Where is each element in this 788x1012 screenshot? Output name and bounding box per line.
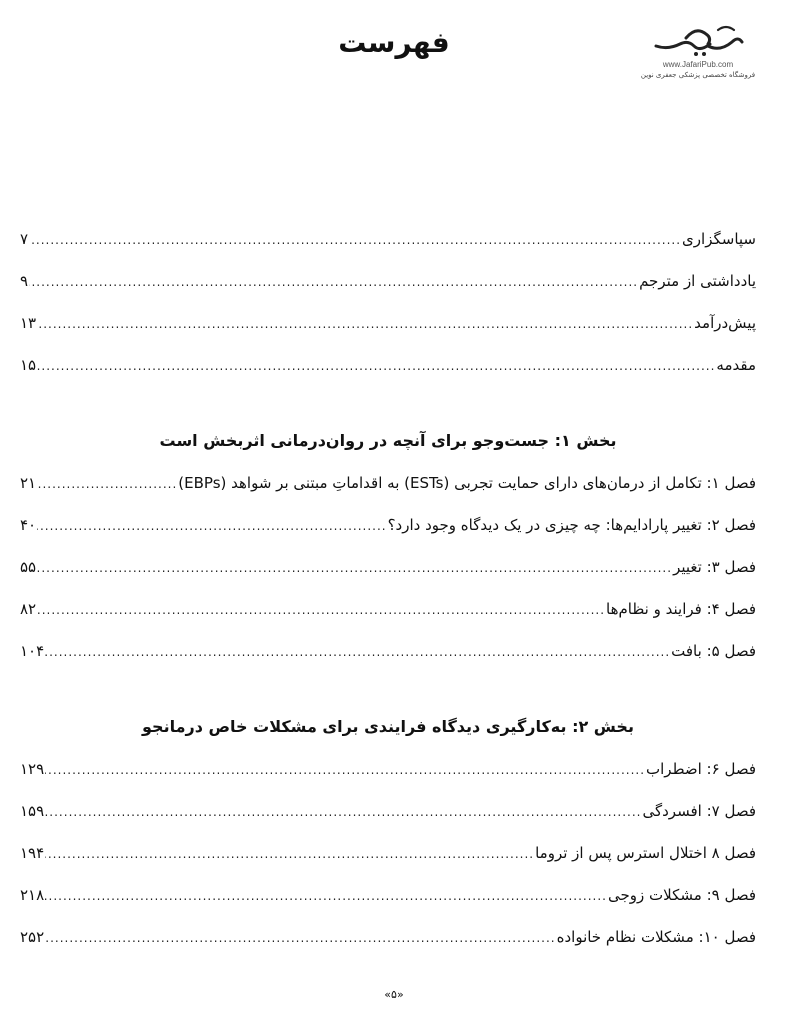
dot-leader [37,463,177,505]
dot-leader [37,303,693,345]
toc-page-number: ۱۰۴ [20,642,45,660]
toc-entry-label: فصل ۳: تغییر [673,558,756,576]
toc-page-number: ۵۵ [20,558,37,576]
dot-leader [45,833,534,875]
toc-page-number: ۱۵۹ [20,802,45,820]
toc-entry-label: سپاسگزاری [682,230,756,248]
toc-row [20,344,756,386]
toc-row [20,630,756,672]
dot-leader [29,261,638,303]
toc-entry-label: فصل ۴: فرایند و نظام‌ها [606,600,756,618]
toc-entry-label: مقدمه [716,356,756,374]
dot-leader [45,917,555,959]
toc-row [20,916,756,958]
logo-tagline: فروشگاه تخصصی پزشکی جعفری نوین [640,71,756,79]
part2-heading: بخش ۲: به‌کارگیری دیدگاه فرایندی برای مشکلات خاص درمانجو [142,717,634,736]
toc-page-number: ۴۰ [20,516,37,534]
dot-leader [45,749,645,791]
toc-entry-label: فصل ۶: اضطراب [646,760,756,778]
toc-row [20,302,756,344]
toc-entry-label: فصل ۵: بافت [671,642,756,660]
dot-leader [29,219,681,261]
toc-page-number: ۱۵ [20,356,37,374]
toc-entry-label: فصل ۷: افسردگی [642,802,756,820]
logo-url-text: www.JafariPub.com [662,60,734,69]
toc-entry-label: فصل ۸ اختلال استرس پس از تروما [535,844,756,862]
page-footer-number: «۵» [384,988,404,1001]
toc-entry-label: فصل ۱: تکامل از درمان‌های دارای حمایت تجربی (ESTs) به اقداماتِ مبتنی بر شواهد (EBPs) [178,474,756,492]
toc-entry-label: فصل ۲: تغییر پارادایم‌ها: چه چیزی در یک دیدگاه وجود دارد؟ [387,516,756,534]
toc-row [20,748,756,790]
toc-row [20,874,756,916]
toc-row [20,546,756,588]
toc-row [20,504,756,546]
dot-leader [45,791,641,833]
dot-leader [45,631,670,673]
part1-section [20,420,756,672]
toc-page-number: ۱۲۹ [20,760,45,778]
dot-leader [37,589,605,631]
toc-row [20,260,756,302]
toc-page-number: ۸۲ [20,600,37,618]
toc-row [20,832,756,874]
toc-entry-label: فصل ۱۰: مشکلات نظام خانواده [556,928,756,946]
toc-row [20,588,756,630]
toc-page-number: ۲۱۸ [20,886,45,904]
toc-entry-label: یادداشتی از مترجم [639,272,756,290]
part1-heading: بخش ۱: جست‌وجو برای آنچه در روان‌درمانی اثربخش است [159,431,617,450]
dot-leader [37,345,715,387]
part2-section [20,706,756,958]
front-matter-list [20,218,756,386]
toc-page-number: ۷ [20,230,29,248]
dot-leader [37,505,386,547]
toc-row [20,462,756,504]
toc-page-number: ۲۱ [20,474,37,492]
toc-page-number: ۱۹۴ [20,844,45,862]
toc-page-number: ۹ [20,272,29,290]
dot-leader [45,875,607,917]
dot-leader [37,547,672,589]
page-title: فهرست [338,26,450,59]
toc-page-number: ۲۵۲ [20,928,45,946]
toc-entry-label: پیش‌درآمد [694,314,756,332]
toc-page-number: ۱۳ [20,314,37,332]
toc-entry-label: فصل ۹: مشکلات زوجی [608,886,756,904]
toc-row [20,218,756,260]
toc-row [20,790,756,832]
